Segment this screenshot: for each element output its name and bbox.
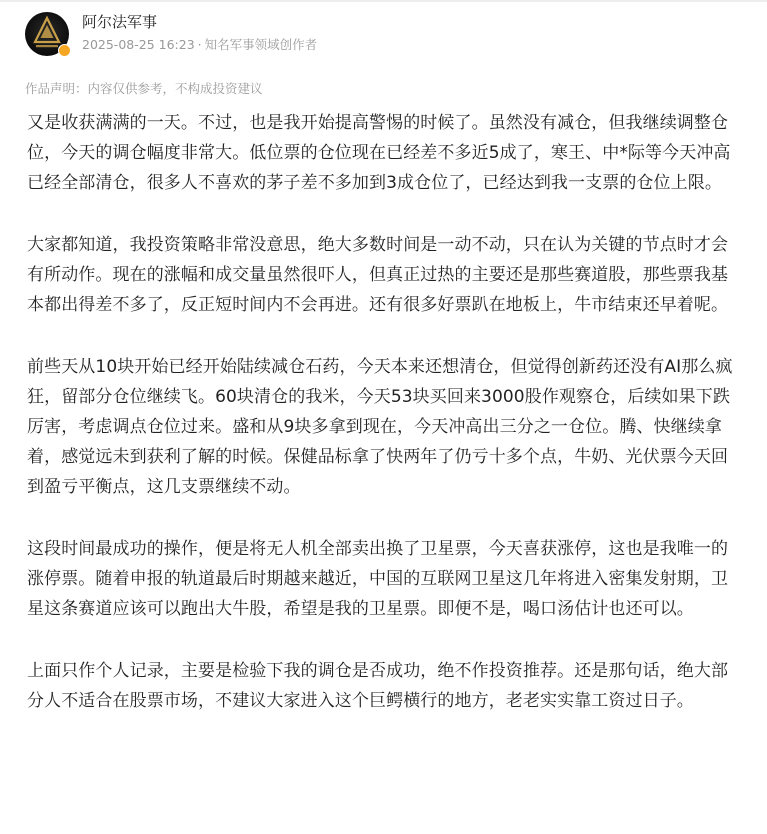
author-name[interactable]: 阿尔法军事 [82,13,158,31]
article-paragraph: 前些天从10块开始已经开始陆续减仓石药，今天本来还想清仓，但觉得创新药还没有AI那么疯狂，留部分仓位继续飞。60块清仓的我米，今天53块买回来3000股作观察仓，后续如果下跌厉害，考虑调点仓位过来。盛和从9块多拿到现在，今天冲高出三分之一仓位。腾、快继续拿着，感觉远未到获利了解的时候。保健品标拿了快两年了仍亏十多个点，牛奶、光伏票今天回到盈亏平衡点，这几支票继续不动。 [27,357,733,497]
article-paragraph: 上面只作个人记录，主要是检验下我的调仓是否成功，绝不作投资推荐。还是那句话，绝大部分人不适合在股票市场，不建议大家进入这个巨鳄横行的地方，老老实实靠工资过日子。 [27,661,729,711]
author-header [25,10,317,62]
author-certification: 知名军事领域创作者 [204,37,318,52]
author-meta [82,10,317,54]
author-subline [82,36,317,54]
content-disclaimer: 作品声明：内容仅供参考，不构成投资建议 [25,81,263,96]
publish-datetime: 2025-08-25 16:23 [82,37,195,52]
meta-separator: · [197,37,202,52]
verified-badge-icon [58,44,71,57]
article-paragraph: 这段时间最成功的操作，便是将无人机全部卖出换了卫星票，今天喜获涨停，这也是我唯一的涨停票。随着申报的轨道最后时期越来越近，中国的互联网卫星这几年将进入密集发射期，卫星这条赛道应该可以跑出大牛股，希望是我的卫星票。即便不是，喝口汤估计也还可以。 [27,539,729,619]
article-paragraph: 大家都知道，我投资策略非常没意思，绝大多数时间是一动不动，只在认为关键的节点时才会有所动作。现在的涨幅和成交量虽然很吓人，但真正过热的主要还是那些赛道股，那些票我基本都出得差不多了，反正短时间内不会再进。还有很多好票趴在地板上，牛市结束还早着呢。 [27,235,729,315]
article-body [27,108,739,748]
author-avatar[interactable] [25,12,69,56]
article-paragraph: 又是收获满满的一天。不过，也是我开始提高警惕的时候了。虽然没有减仓，但我继续调整仓位，今天的调仓幅度非常大。低位票的仓位现在已经差不多近5成了，寒王、中*际等今天冲高已经全部清仓，很多人不喜欢的茅子差不多加到3成仓位了，已经达到我一支票的仓位上限。 [27,113,731,193]
top-divider [0,0,767,2]
